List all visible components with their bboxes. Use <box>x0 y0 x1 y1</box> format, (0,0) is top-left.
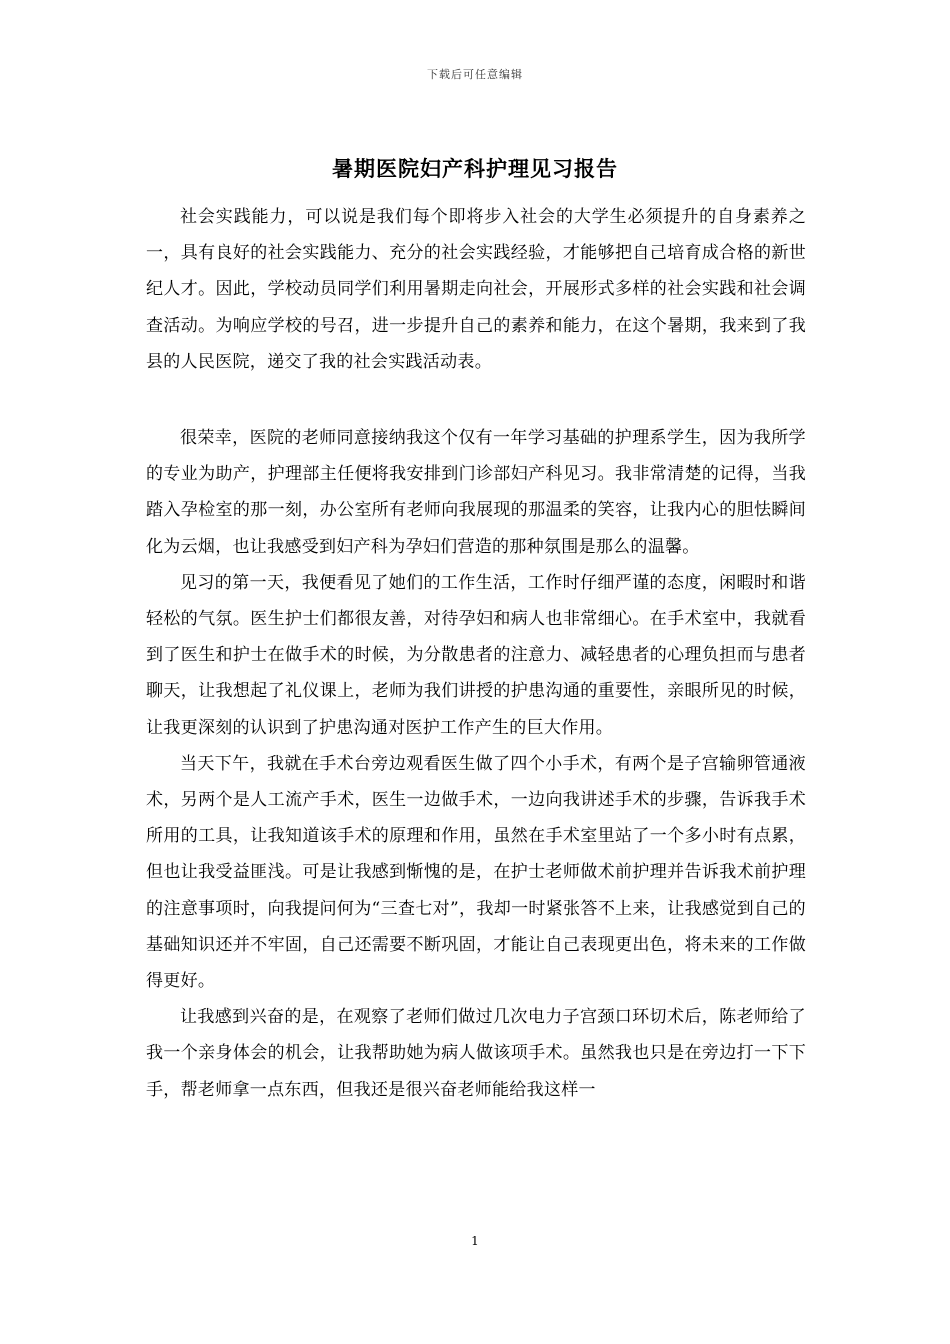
paragraph-2: 很荣幸，医院的老师同意接纳我这个仅有一年学习基础的护理系学生，因为我所学的专业为助产，护理部主任便将我安排到门诊部妇产科见习。我非常清楚的记得，当我踏入孕检室的那一刻，办公室所有老师向我展现的那温柔的笑容，让我内心的胆怯瞬间化为云烟，也让我感受到妇产科为孕妇们营造的那种氛围是那么的温馨。 <box>146 428 806 557</box>
header-note: 下载后可任意编辑 <box>427 68 523 81</box>
paragraph-5: 让我感到兴奋的是，在观察了老师们做过几次电力子宫颈口环切术后，陈老师给了我一个亲身体会的机会，让我帮助她为病人做该项手术。虽然我也只是在旁边打一下下手，帮老师拿一点东西，但我还是很兴奋老师能给我这样一 <box>146 1007 806 1100</box>
paragraph-3: 见习的第一天，我便看见了她们的工作生活，工作时仔细严谨的态度，闲暇时和谐轻松的气氛。医生护士们都很友善，对待孕妇和病人也非常细心。在手术室中，我就看到了医生和护士在做手术的时候，为分散患者的注意力、减轻患者的心理负担而与患者聊天，让我想起了礼仪课上，老师为我们讲授的护患沟通的重要性，亲眼所见的时候，让我更深刻的认识到了护患沟通对医护工作产生的巨大作用。 <box>146 572 806 738</box>
page-number: 1 <box>471 1234 479 1248</box>
paragraph-gap <box>146 380 806 420</box>
document-body <box>146 199 806 1108</box>
document-title: 暑期医院妇产科护理见习报告 <box>332 156 618 181</box>
paragraph-4: 当天下午，我就在手术台旁边观看医生做了四个小手术，有两个是子宫输卵管通液术，另两个是人工流产手术，医生一边做手术，一边向我讲述手术的步骤，告诉我手术所用的工具，让我知道该手术的原理和作用，虽然在手术室里站了一个多小时有点累，但也让我受益匪浅。可是让我感到惭愧的是，在护士老师做术前护理并告诉我术前护理的注意事项时，向我提问何为“三查七对”，我却一时紧张答不上来，让我感觉到自己的基础知识还并不牢固，自己还需要不断巩固，才能让自己表现更出色，将未来的工作做得更好。 <box>146 753 806 992</box>
paragraph-1: 社会实践能力，可以说是我们每个即将步入社会的大学生必须提升的自身素养之一，具有良好的社会实践能力、充分的社会实践经验，才能够把自己培育成合格的新世纪人才。因此，学校动员同学们利用暑期走向社会，开展形式多样的社会实践和社会调查活动。为响应学校的号召，进一步提升自己的素养和能力，在这个暑期，我来到了我县的人民医院，递交了我的社会实践活动表。 <box>146 207 806 372</box>
